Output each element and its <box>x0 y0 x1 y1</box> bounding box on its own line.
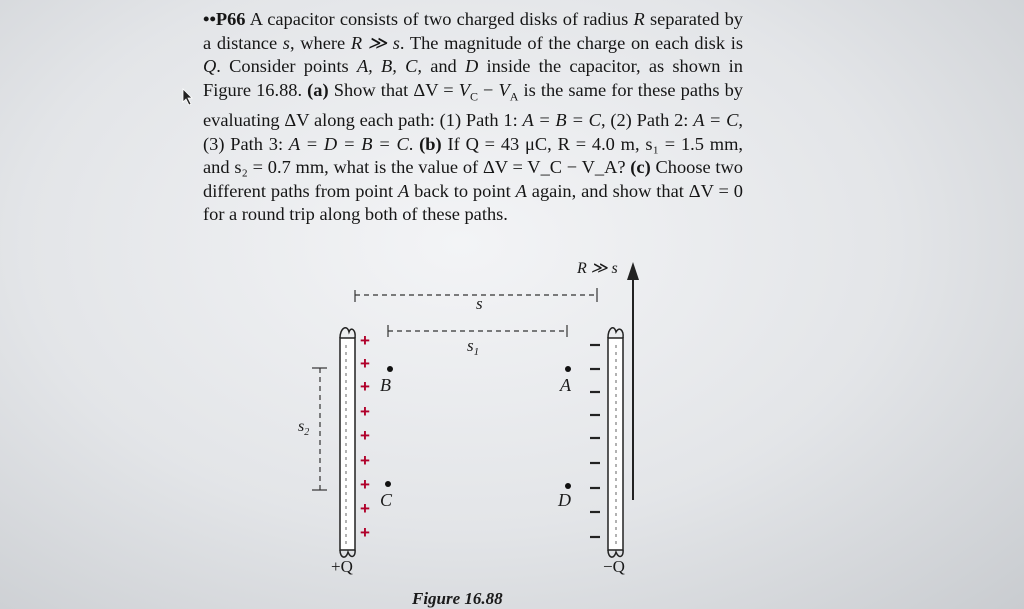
part-a-label: (a) <box>307 79 329 100</box>
problem-text: ••P66 A capacitor consists of two charged disks of radius R separated by a distance s, where R ≫ s. The magnitude of the charge on each disk is Q. Consider points A, B, C, and D inside the capacitor, as shown in Figure 16.88. (a) Show that $\Delta V = V_C - V_A$ is the same for these paths by evaluating ΔV along each path: (1) Path 1: A = B = C, (2) Path 2: A = C, (3) Path 3: A = D = B = C. (b) If Q = 43 μC, R = 4.0 m, s₁ = 1.5 mm, and s₂ = 0.7 mm, what is the value of ΔV = V_C − V_A? (c) Choose two different paths from point A back to point A again, and show that ΔV = 0 for a round trip along both of these paths. <box>203 9 744 225</box>
label-r-much-greater-s: R ≫ s <box>577 260 618 277</box>
svg-text:A: A <box>560 375 571 395</box>
radius-arrow <box>627 262 639 500</box>
label-plus-q: +Q <box>331 557 353 576</box>
label-s: s <box>476 294 483 313</box>
plus-sign: + <box>360 331 370 350</box>
label-s2: $s_2$ <box>298 418 310 438</box>
plus-sign: + <box>360 523 370 542</box>
svg-text:D: D <box>558 490 571 510</box>
plus-sign: + <box>360 426 370 445</box>
point-b <box>380 366 393 395</box>
problem-number: ••P66 <box>203 9 246 29</box>
negative-plate <box>608 328 623 557</box>
plus-sign: + <box>360 475 370 494</box>
minus-charges <box>590 345 600 537</box>
label-s1: $s_1$ <box>467 336 480 358</box>
label-minus-q: −Q <box>603 557 625 576</box>
part-b-label: (b) <box>419 133 442 154</box>
svg-text:C: C <box>380 490 393 510</box>
svg-text:B: B <box>380 375 391 395</box>
plus-sign: + <box>360 499 370 518</box>
point-d <box>557 483 571 510</box>
positive-plate <box>340 328 355 557</box>
figure-caption: Figure 16.88 <box>412 589 503 608</box>
dimension-s1 <box>388 325 567 337</box>
plus-sign: + <box>360 377 370 396</box>
point-c <box>380 481 393 510</box>
dimension-s2 <box>312 368 327 490</box>
plus-sign: + <box>360 451 370 470</box>
part-c-label: (c) <box>630 157 651 178</box>
point-a <box>559 366 572 395</box>
plus-charges <box>360 331 370 542</box>
plus-sign: + <box>360 402 370 421</box>
plus-sign: + <box>360 354 370 373</box>
